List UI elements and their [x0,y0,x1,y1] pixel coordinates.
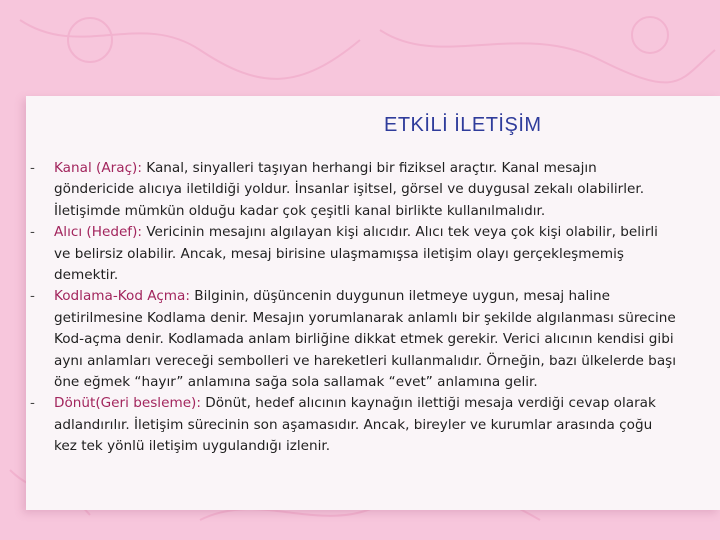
bullet-dash: - [30,395,35,412]
bullet-dash: - [30,288,35,305]
bullet-term: Kanal (Araç): [54,160,142,176]
bullet-text: Vericinin mesajını algılayan kişi alıcıdır. Alıcı tek veya çok kişi olabilir, belirli ve belirsiz olabilir. Ancak, mesaj birisine ulaşmamışsa iletişim olayı gerçekleşmemiş demektir. [54,224,658,284]
bullet-text: Dönüt, hedef alıcının kaynağın ilettiği mesaja verdiği cevap olarak adlandırılır. İletişim sürecinin son aşamasıdır. Ancak, bireyler ve kurumlar arasında çoğu kez tek yönlü iletişim uygulandığı izlenir. [54,395,656,455]
bullet-list [30,158,678,458]
bullet-item-alici [30,222,678,286]
slide-title: ETKİLİ İLETİŞİM [384,114,542,136]
bullet-term: Alıcı (Hedef): [54,224,142,241]
bullet-item-donut [30,393,678,457]
bullet-text: Bilginin, düşüncenin duygunun iletmeye uygun, mesaj haline getirilmesine Kodlama denir. Mesajın yorumlanarak anlamlı bir şekilde algılanması sürecine Kod-açma denir. Kodlamada anlam birliğine dikkat etmek gerekir. Verici alıcının kendisi gibi aynı anlamları vereceği sembolleri ve hareketleri kullanmalıdır. Örneğin, bazı ülkelerde başı öne eğmek “hayır” anlamına sağa sola sallamak “evet” anlamına gelir. [54,288,677,391]
bullet-term: Dönüt(Geri besleme): [54,395,201,412]
bullet-term: Kodlama-Kod Açma: [54,288,190,305]
bullet-dash: - [30,160,35,176]
bullet-text: Kanal, sinyalleri taşıyan herhangi bir fiziksel araçtır. Kanal mesajın göndericide alıcıya iletildiği yoldur. İnsanlar işitsel, görsel ve duygusal zekalı olabilirler. İletişimde mümkün olduğu kadar çok çeşitli kanal birlikte kullanılmalıdır. [54,160,645,219]
bullet-dash: - [30,224,35,241]
bullet-item-kanal [30,158,678,222]
bullet-item-kodlama [30,286,678,393]
